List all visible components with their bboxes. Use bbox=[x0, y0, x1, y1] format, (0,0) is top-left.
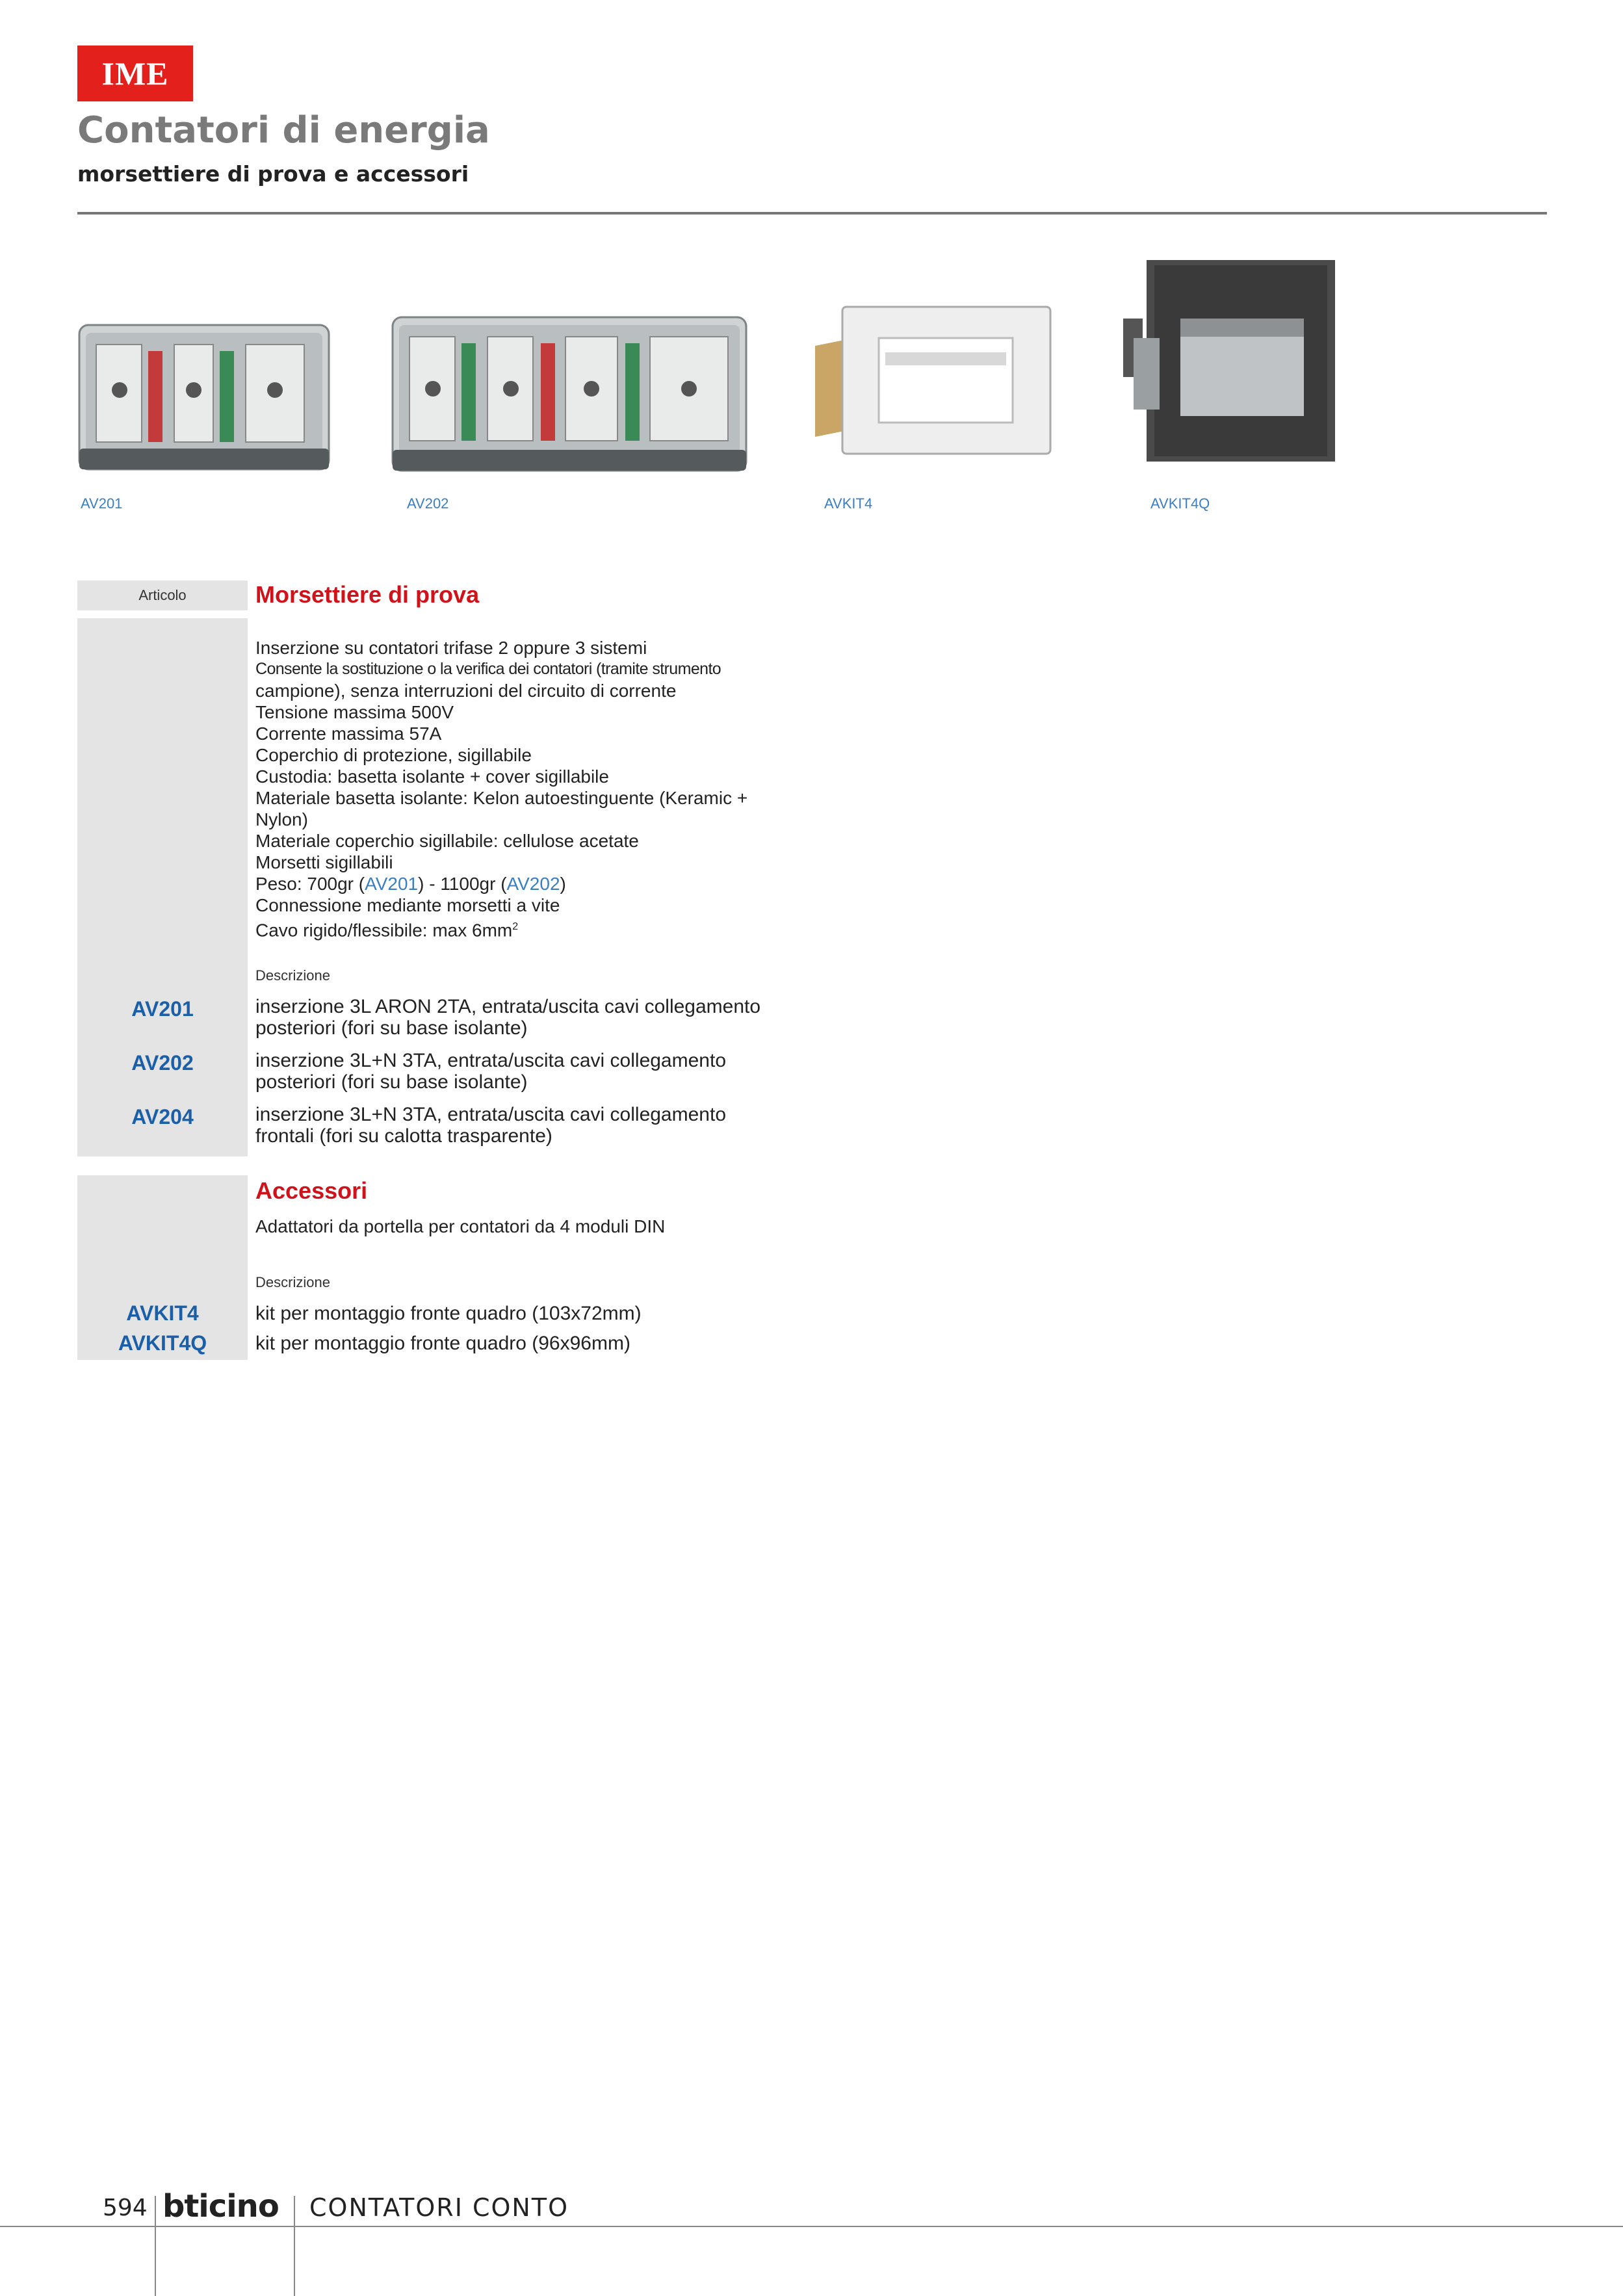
item-desc-avkit4: kit per montaggio fronte quadro (103x72mm) bbox=[255, 1303, 642, 1324]
article-column bbox=[77, 618, 248, 1156]
spec-line: campione), senza interruzioni del circuito di corrente bbox=[255, 681, 677, 701]
accessori-intro: Adattatori da portella per contatori da 4 moduli DIN bbox=[255, 1216, 666, 1236]
spec-line: Consente la sostituzione o la verifica dei contatori (tramite strumento bbox=[255, 660, 721, 678]
avkit4-product-image bbox=[809, 300, 1056, 463]
item-desc-av204 bbox=[255, 1104, 827, 1147]
footer-separator bbox=[155, 2196, 156, 2296]
item-desc-line: inserzione 3L+N 3TA, entrata/uscita cavi collegamento bbox=[255, 1050, 726, 1071]
spec-cable-line bbox=[255, 916, 827, 941]
item-desc-line: posteriori (fori su base isolante) bbox=[255, 1071, 528, 1093]
header-divider bbox=[77, 212, 1547, 215]
spec-line: Coperchio di protezione, sigillabile bbox=[255, 745, 532, 765]
caption-av202: AV202 bbox=[407, 495, 449, 512]
weight-prefix: Peso: 700gr ( bbox=[255, 874, 365, 894]
spec-line: Materiale coperchio sigillabile: cellulose acetate bbox=[255, 831, 639, 851]
item-desc-line: frontali (fori su calotta trasparente) bbox=[255, 1125, 552, 1147]
footer-separator bbox=[294, 2196, 295, 2296]
article-label: Articolo bbox=[138, 587, 187, 603]
cable-text: Cavo rigido/flessibile: max 6mm bbox=[255, 920, 513, 941]
weight-suffix: ) bbox=[560, 874, 566, 894]
spec-line: Inserzione su contatori trifase 2 oppure 3 sistemi bbox=[255, 638, 647, 658]
item-desc-av202 bbox=[255, 1050, 827, 1093]
spec-line: Morsetti sigillabili bbox=[255, 852, 393, 872]
caption-avkit4: AVKIT4 bbox=[824, 495, 873, 512]
item-code-av202: AV202 bbox=[131, 1051, 194, 1075]
item-desc-av201 bbox=[255, 996, 827, 1039]
page-number: 594 bbox=[103, 2195, 148, 2221]
description-label: Descrizione bbox=[255, 1274, 330, 1290]
item-desc-line: inserzione 3L ARON 2TA, entrata/uscita cavi collegamento bbox=[255, 996, 761, 1017]
item-code-av204: AV204 bbox=[131, 1105, 194, 1128]
weight-middle: ) - 1100gr ( bbox=[418, 874, 507, 894]
section-title-accessori: Accessori bbox=[255, 1177, 368, 1204]
item-desc-avkit4q: kit per montaggio fronte quadro (96x96mm) bbox=[255, 1333, 630, 1354]
item-code-av201: AV201 bbox=[131, 997, 194, 1021]
weight-code-av201[interactable]: AV201 bbox=[365, 874, 419, 894]
spec-line: Corrente massima 57A bbox=[255, 724, 442, 744]
ime-logo: IME bbox=[77, 46, 193, 101]
item-desc-line: posteriori (fori su base isolante) bbox=[255, 1017, 528, 1039]
bticino-logo: bticino bbox=[162, 2188, 279, 2224]
spec-line: Connessione mediante morsetti a vite bbox=[255, 895, 560, 915]
section-title-morsettiere: Morsettiere di prova bbox=[255, 581, 480, 608]
item-code-avkit4: AVKIT4 bbox=[126, 1301, 199, 1325]
spec-line: Tensione massima 500V bbox=[255, 702, 454, 722]
caption-av201: AV201 bbox=[81, 495, 123, 512]
av202-product-image bbox=[390, 311, 749, 480]
footer-section-title: CONTATORI CONTO bbox=[309, 2193, 569, 2222]
spec-weight-line bbox=[255, 873, 827, 894]
avkit4q-product-image bbox=[1121, 247, 1348, 475]
description-label: Descrizione bbox=[255, 967, 330, 984]
page-subtitle: morsettiere di prova e accessori bbox=[77, 161, 469, 187]
spec-line: Nylon) bbox=[255, 809, 308, 829]
item-code-avkit4q: AVKIT4Q bbox=[118, 1331, 207, 1355]
caption-avkit4q: AVKIT4Q bbox=[1150, 495, 1210, 512]
cable-superscript: 2 bbox=[512, 921, 519, 932]
spec-line: Custodia: basetta isolante + cover sigillabile bbox=[255, 766, 609, 787]
av201-product-image bbox=[77, 319, 331, 475]
page-title: Contatori di energia bbox=[77, 109, 490, 151]
weight-code-av202[interactable]: AV202 bbox=[506, 874, 560, 894]
footer-divider bbox=[0, 2226, 1623, 2227]
spec-line: Materiale basetta isolante: Kelon autoestinguente (Keramic + bbox=[255, 788, 748, 808]
item-desc-line: inserzione 3L+N 3TA, entrata/uscita cavi collegamento bbox=[255, 1104, 726, 1125]
